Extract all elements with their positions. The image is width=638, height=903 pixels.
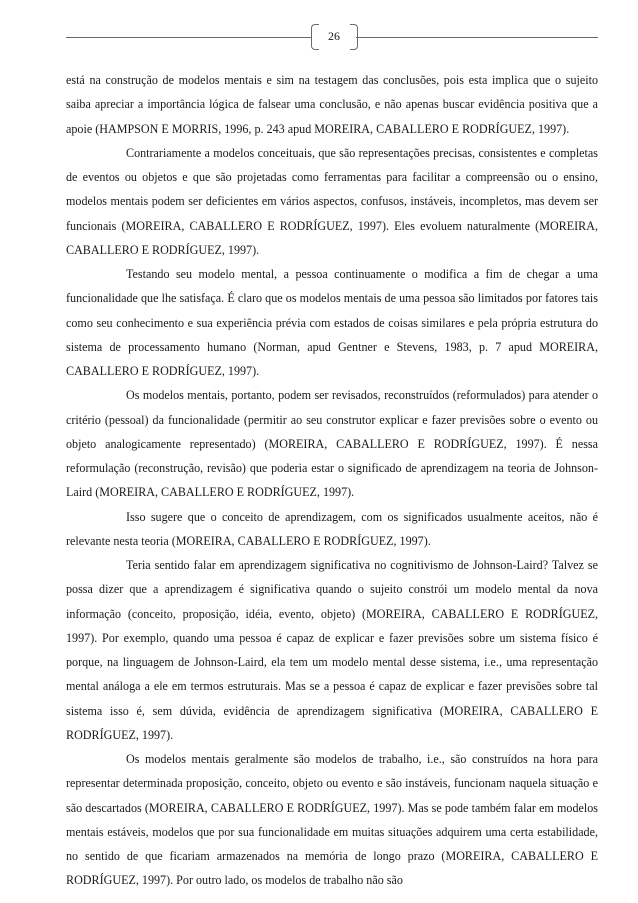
paragraph: Isso sugere que o conceito de aprendizagem, com os significados usualmente aceitos, não é relevante nesta teoria (MOREIRA, CABALLERO E RODRÍGUEZ, 1997). [66, 509, 598, 548]
paragraph: está na construção de modelos mentais e sim na testagem das conclusões, pois esta implica que o sujeito saiba apreciar a importância lógica de falsear uma conclusão, e não apenas buscar evidência positiva que a apoie (HAMPSON E MORRIS, 1996, p. 243 apud MOREIRA, CABALLERO E RODRÍGUEZ, 1997). [66, 73, 598, 136]
header-rule-left [66, 37, 312, 38]
paragraph: Teria sentido falar em aprendizagem significativa no cognitivismo de Johnson-Laird? Talvez se possa dizer que a aprendizagem é significativa quando o sujeito constrói um modelo mental da nova informação (conceito, proposição, idéia, evento, objeto) (MOREIRA, CABALLERO E RODRÍGUEZ, 1997). Por exemplo, quando uma pessoa é capaz de explicar e fazer previsões sobre um sistema físico é porque, na linguagem de Johnson-Laird, ela tem um modelo mental desse sistema, i.e., uma representação mental análoga a ele em termos estruturais. Mas se a pessoa é capaz de explicar e fazer previsões sobre tal sistema isso é, sem dúvida, evidência de aprendizagem significativa (MOREIRA, CABALLERO E RODRÍGUEZ, 1997). [66, 558, 598, 742]
paragraph: Contrariamente a modelos conceituais, que são representações precisas, consistentes e completas de eventos ou objetos e que são projetadas como ferramentas para facilitar a compreensão ou o ensino, modelos mentais podem ser deficientes em vários aspectos, confusos, instáveis, incompletos, mas devem ser funcionais (MOREIRA, CABALLERO E RODRÍGUEZ, 1997). Eles evoluem naturalmente (MOREIRA, CABALLERO E RODRÍGUEZ, 1997). [66, 145, 598, 257]
paragraph: Os modelos mentais, portanto, podem ser revisados, reconstruídos (reformulados) para atender o critério (pessoal) da funcionalidade (permitir ao seu construtor explicar e fazer previsões sobre o evento ou objeto analogicamente representado) (MOREIRA, CABALLERO E RODRÍGUEZ, 1997). É nessa reformulação (reconstrução, revisão) que poderia estar o significado de aprendizagem na teoria de Johnson-Laird (MOREIRA, CABALLERO E RODRÍGUEZ, 1997). [66, 388, 598, 500]
paragraph: Testando seu modelo mental, a pessoa continuamente o modifica a fim de chegar a uma funcionalidade que lhe satisfaça. É claro que os modelos mentais de uma pessoa são limitados por fatores tais como seu conhecimento e sua experiência prévia com estados de coisas similares e pela própria estrutura do sistema de processamento humano (Norman, apud Gentner e Stevens, 1983, p. 7 apud MOREIRA, CABALLERO E RODRÍGUEZ, 1997). [66, 267, 598, 378]
page-number: 26 [328, 29, 340, 43]
paragraph: Os modelos mentais geralmente são modelos de trabalho, i.e., são construídos na hora para representar determinada proposição, conceito, objeto ou evento e são instáveis, funcionam naquela situação e são descartados (MOREIRA, CABALLERO E RODRÍGUEZ, 1997). Mas se pode também falar em modelos mentais estáveis, modelos que por sua funcionalidade em muitas situações adquirem uma certa estabilidade, no sentido de que ficariam armazenados na memória de longo prazo (MOREIRA, CABALLERO E RODRÍGUEZ, 1997). Por outro lado, os modelos de trabalho não são [66, 752, 598, 888]
body-text [66, 68, 598, 893]
header-rule-right [356, 37, 598, 38]
